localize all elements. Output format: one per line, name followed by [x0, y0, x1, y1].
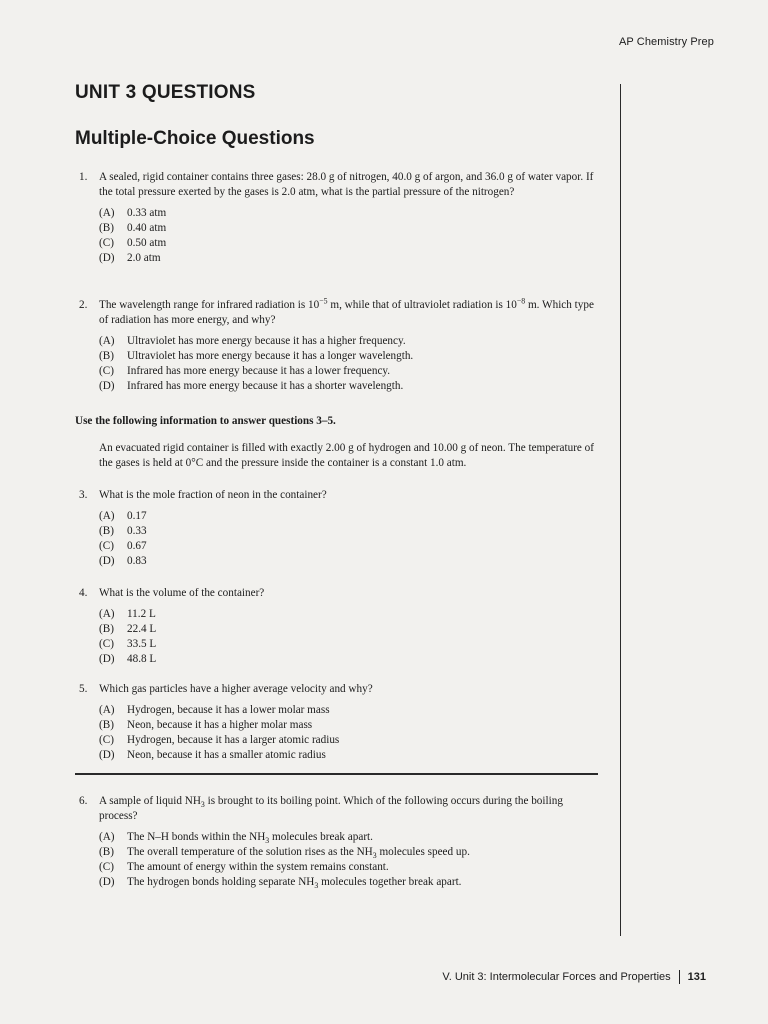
option-letter: (A)	[99, 831, 115, 843]
question-5-stem	[75, 682, 595, 697]
answer-options	[99, 830, 595, 890]
question-text: A sealed, rigid container contains three gases: 28.0 g of nitrogen, 40.0 g of argon, and 36.0 g of water vapor. If the total pressure exerted by the gases is 2.0 atm, what is the partial pressure of the nitrogen?	[99, 171, 594, 198]
option-text: 2.0 atm	[127, 252, 161, 264]
question-4-stem	[75, 586, 595, 601]
option-text: 0.50 atm	[127, 237, 167, 249]
question-number: 3.	[79, 489, 88, 501]
question-text: What is the volume of the container?	[99, 587, 265, 599]
option-text: Neon, because it has a higher molar mass	[127, 719, 313, 731]
question-text	[99, 296, 594, 326]
margin-rule	[620, 84, 621, 936]
question-6	[75, 794, 595, 890]
question-5	[75, 682, 595, 763]
option-d	[99, 748, 595, 763]
option-letter: (A)	[99, 510, 115, 522]
text-part: m, while that of ultraviolet radiation is 10	[327, 299, 517, 311]
option-b	[99, 524, 595, 539]
option-text: The N–H bonds within the NH	[127, 831, 266, 843]
option-letter: (D)	[99, 380, 115, 392]
text-part: m. Which type of radiation has more energy, and why?	[99, 299, 594, 326]
text-part: is brought to its boiling point. Which of the following occurs during the boiling process?	[99, 795, 563, 822]
info-heading: Use the following information to answer questions 3–5.	[75, 415, 336, 427]
option-letter: (C)	[99, 237, 114, 249]
option-text: 0.17	[127, 510, 147, 522]
option-text: 11.2 L	[127, 608, 156, 620]
page-number: 131	[687, 971, 706, 983]
option-text: The hydrogen bonds holding separate NH	[127, 876, 315, 888]
footer-divider	[679, 970, 680, 984]
option-a	[99, 206, 595, 221]
option-letter: (D)	[99, 555, 115, 567]
option-c	[99, 539, 595, 554]
option-letter: (A)	[99, 608, 115, 620]
option-text: Infrared has more energy because it has a lower frequency.	[127, 365, 391, 377]
subscript: 3	[200, 800, 205, 810]
option-letter: (B)	[99, 846, 114, 858]
option-text: Infrared has more energy because it has a shorter wavelength.	[127, 380, 404, 392]
option-c	[99, 637, 595, 652]
chapter-label: V. Unit 3: Intermolecular Forces and Properties	[442, 971, 671, 983]
option-d	[99, 652, 595, 667]
option-text: 0.67	[127, 540, 147, 552]
option-letter: (A)	[99, 335, 115, 347]
option-letter: (C)	[99, 540, 114, 552]
question-3	[75, 488, 595, 569]
option-d	[99, 251, 595, 266]
question-number: 1.	[79, 171, 88, 183]
option-text: Ultraviolet has more energy because it has a higher frequency.	[127, 335, 406, 347]
answer-options	[99, 509, 595, 569]
answer-options	[99, 206, 595, 266]
question-2-stem	[75, 298, 595, 328]
option-text: 0.33 atm	[127, 207, 167, 219]
question-number: 4.	[79, 587, 88, 599]
question-text: What is the mole fraction of neon in the container?	[99, 489, 327, 501]
question-text	[99, 795, 563, 822]
option-text: 0.40 atm	[127, 222, 167, 234]
question-1-stem	[75, 170, 595, 200]
option-d	[99, 875, 595, 890]
option-letter: (B)	[99, 350, 114, 362]
text-part: A sample of liquid NH	[99, 795, 201, 807]
subscript: 3	[265, 836, 270, 846]
option-text: 48.8 L	[127, 653, 157, 665]
option-text: Ultraviolet has more energy because it has a longer wavelength.	[127, 350, 414, 362]
exponent: −5	[319, 296, 328, 306]
question-number: 6.	[79, 795, 88, 807]
option-b	[99, 845, 595, 860]
option-letter: (D)	[99, 876, 115, 888]
running-head: AP Chemistry Prep	[618, 36, 714, 48]
option-letter: (C)	[99, 734, 114, 746]
option-letter: (C)	[99, 365, 114, 377]
option-letter: (B)	[99, 719, 114, 731]
question-4	[75, 586, 595, 667]
option-a	[99, 607, 595, 622]
option-b	[99, 622, 595, 637]
info-block	[75, 414, 595, 471]
option-a	[99, 830, 595, 845]
subscript: 3	[314, 881, 319, 891]
option-a	[99, 334, 595, 349]
option-letter: (D)	[99, 749, 115, 761]
section-title: Multiple-Choice Questions	[75, 128, 315, 149]
question-text: Which gas particles have a higher average velocity and why?	[99, 683, 373, 695]
option-text: Hydrogen, because it has a lower molar mass	[127, 704, 330, 716]
option-d	[99, 554, 595, 569]
option-text: 0.83	[127, 555, 147, 567]
option-text: Hydrogen, because it has a larger atomic radius	[127, 734, 340, 746]
option-letter: (D)	[99, 252, 115, 264]
option-letter: (C)	[99, 638, 114, 650]
question-number: 5.	[79, 683, 88, 695]
option-text: 22.4 L	[127, 623, 157, 635]
unit-title: UNIT 3 QUESTIONS	[75, 82, 256, 103]
option-b	[99, 221, 595, 236]
answer-options	[99, 334, 595, 394]
option-letter: (B)	[99, 525, 114, 537]
question-6-stem	[75, 794, 595, 824]
option-text: The overall temperature of the solution rises as the NH	[127, 846, 373, 858]
page-footer	[442, 970, 706, 984]
option-text: Neon, because it has a smaller atomic radius	[127, 749, 326, 761]
option-letter: (B)	[99, 623, 114, 635]
answer-options	[99, 703, 595, 763]
option-letter: (A)	[99, 207, 115, 219]
text-part: The wavelength range for infrared radiation is 10	[99, 299, 320, 311]
option-a	[99, 509, 595, 524]
option-text: 0.33	[127, 525, 147, 537]
option-letter: (C)	[99, 861, 114, 873]
option-letter: (D)	[99, 653, 115, 665]
option-letter: (A)	[99, 704, 115, 716]
option-c	[99, 364, 595, 379]
option-b	[99, 718, 595, 733]
question-number: 2.	[79, 299, 88, 311]
option-a	[99, 703, 595, 718]
subscript: 3	[372, 851, 377, 861]
question-2	[75, 298, 595, 394]
option-text: molecules break apart.	[269, 831, 373, 843]
question-3-stem	[75, 488, 595, 503]
option-b	[99, 349, 595, 364]
option-text: The amount of energy within the system remains constant.	[127, 861, 389, 873]
option-text: 33.5 L	[127, 638, 157, 650]
option-text: molecules speed up.	[376, 846, 470, 858]
info-text: An evacuated rigid container is filled with exactly 2.00 g of hydrogen and 10.00 g of neon. The temperature of the gases is held at 0°C and the pressure inside the container is a constant 1.0 atm.	[99, 442, 594, 469]
option-letter: (B)	[99, 222, 114, 234]
option-text: molecules together break apart.	[318, 876, 462, 888]
exponent: −8	[516, 296, 526, 306]
option-d	[99, 379, 595, 394]
section-divider	[75, 773, 598, 775]
option-c	[99, 236, 595, 251]
answer-options	[99, 607, 595, 667]
question-1	[75, 170, 595, 266]
option-c	[99, 860, 595, 875]
option-c	[99, 733, 595, 748]
